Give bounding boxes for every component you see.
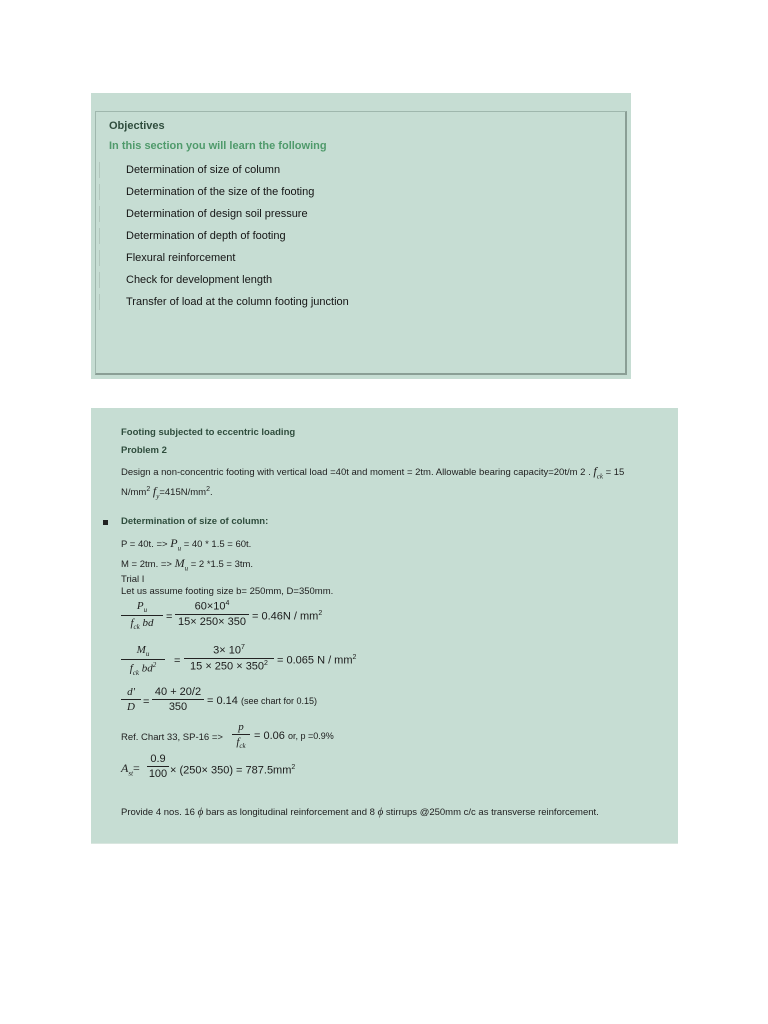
problem-panel	[91, 408, 678, 844]
provide-text: Provide 4 nos. 16 ϕ bars as longitudinal reinforcement and 8 ϕ stirrups @250mm c/c as transverse reinforcement.	[121, 806, 599, 818]
list-item: Determination of design soil pressure	[99, 203, 349, 225]
ast-result: × $(250\times 350) = 787.5mm^2$	[170, 764, 296, 777]
list-item: Determination of depth of footing	[99, 225, 349, 247]
list-item: Determination of the size of the footing	[99, 181, 349, 203]
list-item: Transfer of load at the column footing junction	[99, 291, 349, 313]
problem-statement	[121, 464, 624, 480]
m-line: M = 2tm. => $M_u = 2$ *1.5 = 3tm.	[121, 556, 254, 573]
list-item: Determination of size of column	[99, 159, 349, 181]
p-line: P = 40t. => $P_u = 40 * 1.5 = 60t$.	[121, 536, 252, 553]
eq1-equals: =	[166, 611, 173, 623]
objectives-list	[99, 159, 349, 313]
eq2-lhs-fraction: $M_u$ $f_{ck}$ $bd^2$	[121, 644, 165, 677]
fy-exp: 2	[206, 485, 210, 493]
eq2-result: = 0.065 N / $mm^2$	[277, 654, 357, 667]
eq3-equals: =	[143, 696, 150, 708]
ref-fraction: p $f_{ck}$	[232, 721, 250, 750]
fck-symbol: $f_{ck}$	[593, 464, 603, 481]
unit-text: N/mm	[121, 487, 147, 498]
eq3-lhs-fraction: $\frac{d'}{D}$	[121, 686, 141, 713]
eq2-rhs-fraction: $\frac{3\times 10^7}{15 \times 250 \times 350^2}$	[184, 644, 274, 672]
section-heading: Footing subjected to eccentric loading	[121, 427, 296, 438]
statement-text: Design a non-concentric footing with vertical load =40t and moment = 2tm. Allowable bearing capacity=20t/m 2 .	[121, 467, 591, 478]
objectives-panel	[91, 93, 631, 379]
fy-tail: .	[209, 487, 213, 498]
list-item: Flexural reinforcement	[99, 247, 349, 269]
trial-label: Trial I	[121, 574, 145, 585]
fck-value: = 15	[605, 467, 625, 478]
ref-chart-text: Ref. Chart 33, SP-16 =>	[121, 732, 223, 743]
ast-fraction: $\frac{0.9}{100}$	[148, 753, 168, 780]
unit-exp: 2	[146, 485, 151, 493]
problem-statement-cont	[121, 484, 213, 500]
eq2-equals: =	[174, 655, 181, 667]
eq1-lhs-fraction: $P_u$ $f_{ck}$ bd	[121, 600, 163, 631]
bullet-icon	[103, 520, 108, 525]
assume-text: Let us assume footing size b= 250mm, D=350mm.	[121, 586, 334, 597]
problem-label: Problem 2	[121, 445, 167, 456]
fy-symbol: $f_y$	[152, 484, 160, 501]
eq1-rhs-fraction: $\frac{60\times 10^4}{15\times 250\times 350}$	[175, 600, 249, 628]
eq1-result: = $0.46N / mm^2$	[252, 610, 323, 623]
fy-value: =415N/mm	[159, 487, 207, 498]
objectives-title: Objectives	[109, 120, 165, 132]
eq3-rhs-fraction: $\frac{40 + 20/2}{350}$	[152, 686, 204, 713]
ast-symbol: $A_{st}=$	[121, 761, 140, 778]
eq3-result: = 0.14 (see chart for 0.15)	[207, 695, 317, 707]
list-item: Check for development length	[99, 269, 349, 291]
ref-result: = 0.06 or, p =0.9%	[254, 730, 334, 742]
column-size-heading: Determination of size of column:	[121, 516, 269, 527]
objectives-subtitle: In this section you will learn the following	[109, 140, 327, 152]
